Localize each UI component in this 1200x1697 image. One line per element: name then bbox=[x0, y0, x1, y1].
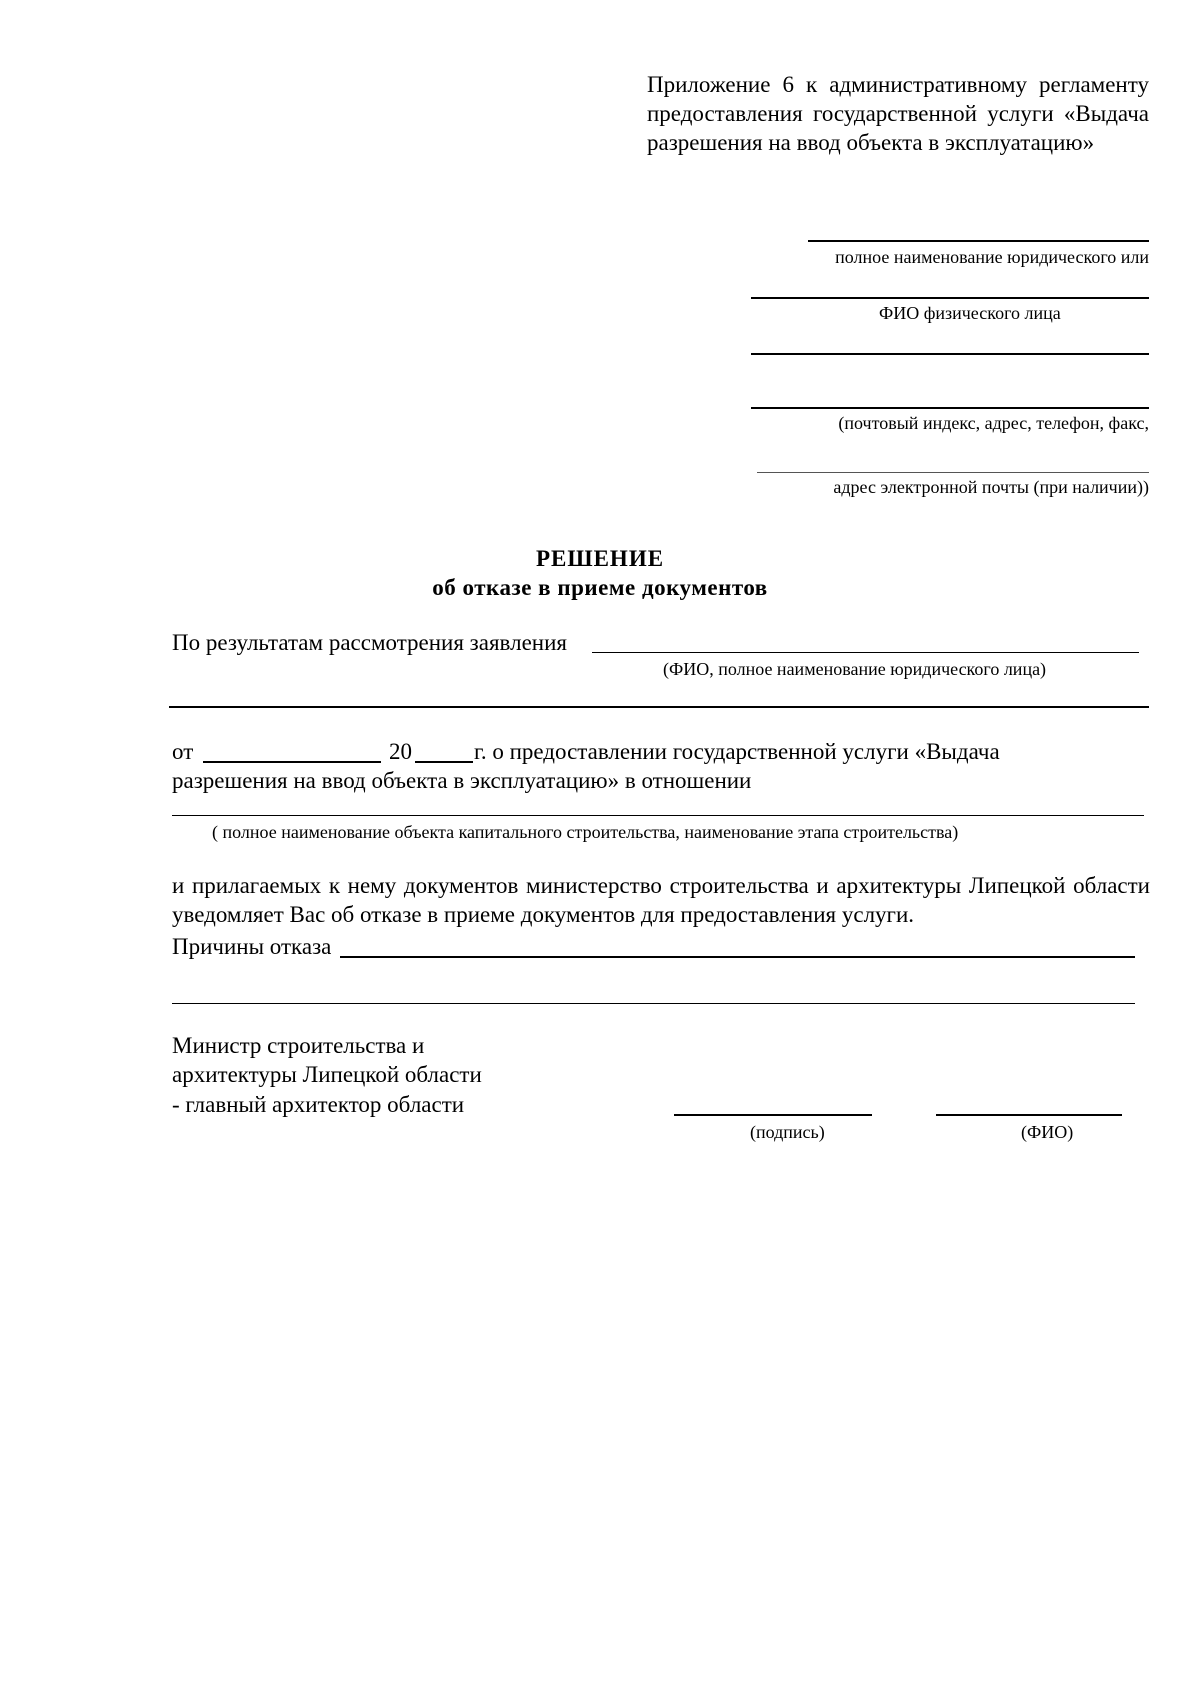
recipient-email-caption: адрес электронной почты (при наличии)) bbox=[833, 477, 1149, 497]
appendix-note: Приложение 6 к административному регламенту предоставления государственной услуги «Выдача разрешения на ввод объекта в эксплуатацию» bbox=[647, 72, 1149, 155]
recipient-address-line bbox=[751, 407, 1149, 409]
fio-line bbox=[936, 1114, 1122, 1116]
recipient-fio-caption: ФИО физического лица bbox=[879, 303, 1061, 323]
signatory-line-3: - главный архитектор области bbox=[172, 1092, 465, 1117]
signature-caption: (подпись) bbox=[750, 1122, 825, 1142]
object-caption: ( полное наименование объекта капитального строительства, наименование этапа строительства) bbox=[212, 822, 959, 842]
notice-paragraph: и прилагаемых к нему документов министерство строительства и архитектуры Липецкой области уведомляет Вас об отказе в приеме документов для предоставления услуги. bbox=[172, 873, 1150, 927]
service-text-2: разрешения на ввод объекта в эксплуатацию» в отношении bbox=[172, 768, 752, 793]
signatory-line-2: архитектуры Липецкой области bbox=[172, 1062, 482, 1087]
object-line bbox=[172, 815, 1144, 816]
reasons-line bbox=[340, 956, 1135, 958]
year-line bbox=[415, 761, 473, 763]
recipient-name-caption: полное наименование юридического или bbox=[835, 247, 1149, 267]
decision-subtitle: об отказе в приеме документов bbox=[432, 575, 768, 600]
intro-text: По результатам рассмотрения заявления bbox=[172, 630, 567, 655]
decision-title: РЕШЕНИЕ bbox=[535, 546, 665, 571]
applicant-line-2 bbox=[169, 706, 1149, 708]
applicant-caption: (ФИО, полное наименование юридического лица) bbox=[663, 659, 1047, 679]
fio-caption: (ФИО) bbox=[1021, 1122, 1074, 1142]
recipient-fio-line bbox=[751, 297, 1149, 299]
signature-line bbox=[674, 1114, 872, 1116]
applicant-line bbox=[592, 652, 1139, 653]
date-prefix: от bbox=[172, 739, 194, 764]
reasons-label: Причины отказа bbox=[172, 934, 332, 959]
reasons-line-2 bbox=[172, 1003, 1135, 1004]
recipient-email-line bbox=[757, 472, 1149, 473]
year-prefix: 20 bbox=[389, 739, 412, 764]
signatory-line-1: Министр строительства и bbox=[172, 1033, 425, 1058]
date-line bbox=[203, 761, 381, 763]
service-text-1: г. о предоставлении государственной услуги «Выдача bbox=[474, 739, 1000, 764]
recipient-extra-line bbox=[751, 353, 1149, 355]
recipient-name-line bbox=[808, 240, 1149, 242]
recipient-address-caption: (почтовый индекс, адрес, телефон, факс, bbox=[838, 413, 1149, 433]
